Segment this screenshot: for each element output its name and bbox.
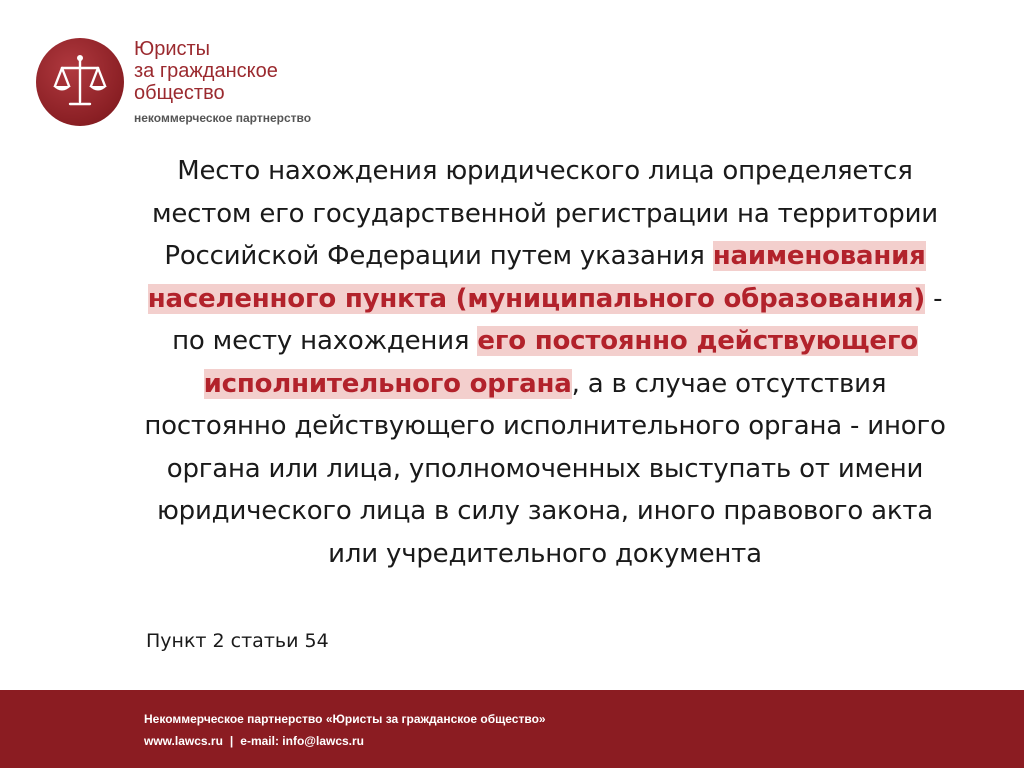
highlight-executive-body: его постоянно действующего исполнительного органа [203,326,918,399]
footer-website-link[interactable]: www.lawcs.ru [144,734,223,748]
highlight-settlement-name: наименования населенного пункта (муниципального образования) [147,241,926,314]
logo-title-line3: общество [134,82,225,104]
logo [36,38,376,134]
text-part-1: Место нахождения юридического лица определяется местом его государственной регистрации на территории Российской Федерации путем указания [151,156,939,271]
text-part-3: , а в случае отсутствия постоянно действующего исполнительного органа - иного органа или лица, уполномоченных выступать от имени юридического лица в силу закона, иного правового акта или учредительного документа [144,368,946,569]
logo-title-line2: за гражданское [134,60,278,82]
footer-email-link[interactable]: e-mail: info@lawcs.ru [240,734,365,748]
footer-org-name: Некоммерческое партнерство «Юристы за гражданское общество» [144,712,546,726]
citation: Пункт 2 статьи 54 [146,630,329,652]
footer-separator: | [229,734,234,748]
logo-title [134,38,278,104]
main-paragraph [140,150,950,575]
logo-title-line1: Юристы [134,38,211,60]
footer-contacts [144,734,364,748]
scales-of-justice-icon [36,38,124,126]
text-part-2: - по месту нахождения [172,283,943,356]
logo-emblem [36,38,124,126]
footer-bar [0,690,1024,768]
logo-subtitle: некоммерческое партнерство [134,111,312,125]
